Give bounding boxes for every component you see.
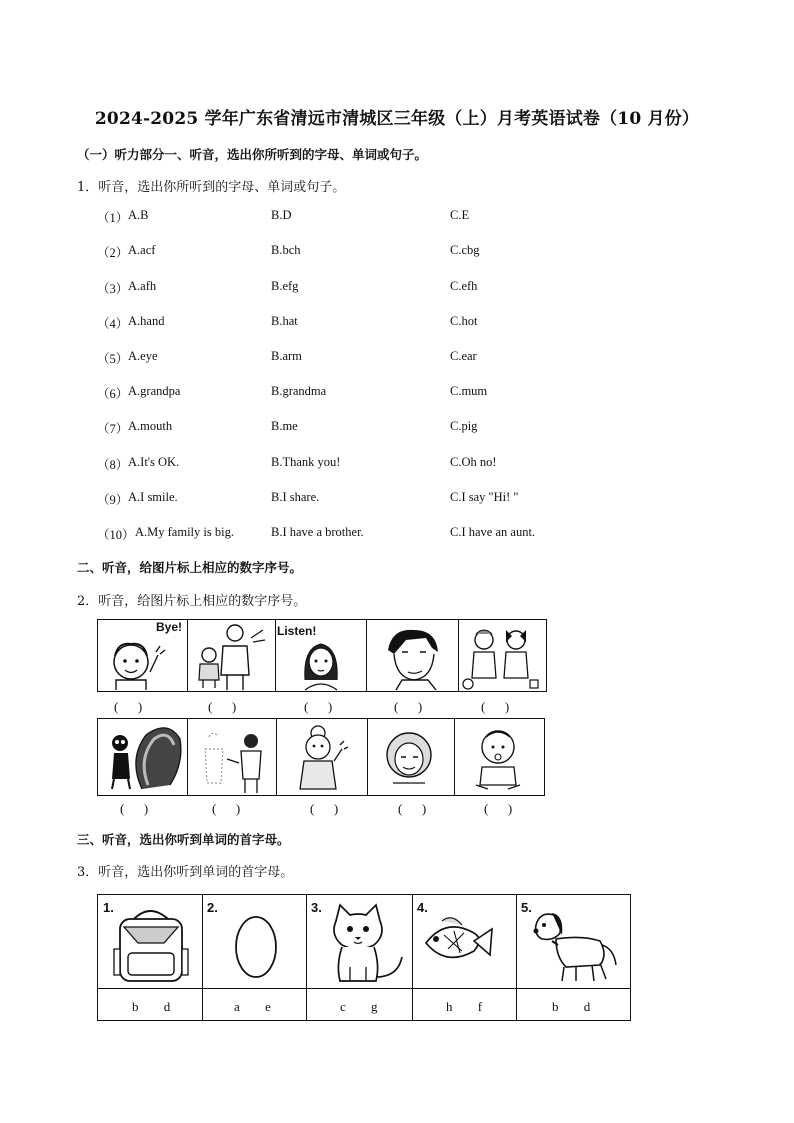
family-icon (187, 620, 275, 691)
picture-cell (187, 620, 276, 691)
option-a: A.My family is big. (135, 525, 234, 539)
option-b: B.I share. (271, 490, 320, 504)
answer-blank[interactable]: ( ) (120, 801, 149, 816)
option-b: B.I have a brother. (271, 525, 364, 539)
answer-blank[interactable]: ( ) (398, 801, 427, 816)
option-a: A.grandpa (128, 384, 181, 398)
backpack-icon (98, 895, 202, 988)
picture-cell (454, 719, 544, 795)
option-a: A.I smile. (128, 490, 178, 504)
option-row (97, 525, 697, 543)
picture-cell (98, 895, 203, 1020)
option-b: B.D (271, 208, 292, 222)
option-c: C.cbg (450, 243, 480, 257)
item-number: （6） (97, 387, 129, 401)
egg-icon (202, 895, 306, 988)
picture-cell (458, 620, 546, 691)
option-b: B.bch (271, 243, 301, 257)
answer-blank[interactable]: ( ) (484, 801, 513, 816)
picture-cell (275, 620, 367, 691)
option-row (97, 279, 697, 297)
letter-choice[interactable]: c (340, 999, 346, 1014)
answer-blank[interactable]: ( ) (212, 801, 241, 816)
letter-choice[interactable]: e (265, 999, 271, 1014)
section1-question: 1．听音，选出你所听到的字母、单词或句子。 (77, 180, 346, 195)
option-a: A.B (128, 208, 149, 222)
letter-options (132, 999, 170, 1015)
item-number: （7） (97, 422, 129, 436)
fish-icon (412, 895, 516, 988)
answer-blank[interactable]: ( ) (304, 699, 333, 714)
picture-cell (367, 719, 455, 795)
option-c: C.efh (450, 279, 478, 293)
picture-cell (516, 895, 630, 1020)
picture-cell (366, 620, 459, 691)
option-a: A.acf (128, 243, 156, 257)
picture-strip-2 (97, 718, 545, 796)
option-c: C.hot (450, 314, 478, 328)
option-a: A.eye (128, 349, 158, 363)
baby-icon (454, 719, 544, 795)
section2-question: 2．听音，给图片标上相应的数字序号。 (77, 594, 307, 609)
letter-choice[interactable]: b (552, 999, 559, 1014)
speech-bubble: Listen! (277, 624, 317, 638)
picture-number: 5. (521, 900, 532, 915)
grandma-waving-icon (276, 719, 367, 795)
option-row (97, 384, 697, 402)
letter-choice[interactable]: d (583, 999, 591, 1014)
speech-bubble: Bye! (156, 620, 183, 634)
option-b: B.arm (271, 349, 302, 363)
answer-blank[interactable]: ( ) (481, 699, 510, 714)
picture-cell (98, 719, 188, 795)
option-a: A.hand (128, 314, 165, 328)
picture-cell (98, 620, 188, 691)
section3-question: 3．听音，选出你听到单词的首字母。 (77, 865, 294, 880)
option-c: C.Oh no! (450, 455, 497, 469)
option-b: B.efg (271, 279, 299, 293)
option-row (97, 419, 697, 437)
option-c: C.ear (450, 349, 477, 363)
children-sharing-icon (458, 620, 546, 691)
boy-face-icon (366, 620, 458, 691)
item-number: （3） (97, 282, 129, 296)
letter-picture-table (97, 894, 631, 1021)
answer-blank[interactable]: ( ) (208, 699, 237, 714)
option-row (97, 314, 697, 332)
option-a: A.afh (128, 279, 157, 293)
picture-cell (276, 719, 368, 795)
answer-blank[interactable]: ( ) (114, 699, 143, 714)
skunk-icon (98, 719, 187, 795)
option-b: B.Thank you! (271, 455, 341, 469)
item-number: （5） (97, 352, 129, 366)
picture-cell (187, 719, 277, 795)
option-row (97, 455, 697, 473)
cat-icon (306, 895, 412, 988)
item-number: （4） (97, 317, 129, 331)
option-c: C.mum (450, 384, 488, 398)
option-b: B.grandma (271, 384, 327, 398)
option-c: C.E (450, 208, 470, 222)
picture-cell (412, 895, 517, 1020)
letter-options (340, 999, 378, 1015)
answer-blank[interactable]: ( ) (394, 699, 423, 714)
letter-options (552, 999, 590, 1015)
answer-blank[interactable]: ( ) (310, 801, 339, 816)
item-number: （2） (97, 246, 129, 260)
picture-cell (202, 895, 307, 1020)
option-c: C.pig (450, 419, 478, 433)
picture-number: 4. (417, 900, 428, 915)
item-number: （1） (97, 211, 129, 225)
option-row (97, 349, 697, 367)
letter-options (446, 999, 482, 1015)
section3-heading: 三、听音，选出你听到单词的首字母。 (77, 832, 290, 847)
option-row (97, 490, 697, 508)
option-a: A.It's OK. (128, 455, 180, 469)
letter-choice[interactable]: g (371, 999, 378, 1014)
dog-icon (516, 895, 630, 988)
picture-number: 3. (311, 900, 322, 915)
picture-cell (306, 895, 413, 1020)
section2-heading: 二、听音，给图片标上相应的数字序号。 (77, 560, 303, 575)
letter-choice[interactable]: d (163, 999, 171, 1014)
option-row (97, 208, 697, 226)
letter-choice[interactable]: a (234, 999, 240, 1014)
item-number: （10） (97, 528, 135, 542)
option-b: B.me (271, 419, 298, 433)
option-a: A.mouth (128, 419, 173, 433)
item-number: （8） (97, 458, 129, 472)
letter-choice[interactable]: f (477, 999, 483, 1014)
picture-number: 1. (103, 900, 114, 915)
two-people-icon (187, 719, 276, 795)
page-title: 2024-2025 学年广东省清远市清城区三年级（上）月考英语试卷（10 月份） (94, 109, 700, 129)
grandpa-face-icon (367, 719, 454, 795)
letter-choice[interactable]: h (446, 999, 453, 1014)
picture-strip-1 (97, 619, 547, 692)
section1-heading: （一）听力部分一、听音，选出你所听到的字母、单词或句子。 (77, 147, 428, 162)
letter-choice[interactable]: b (132, 999, 139, 1014)
picture-number: 2. (207, 900, 218, 915)
option-b: B.hat (271, 314, 298, 328)
option-c: C.I have an aunt. (450, 525, 536, 539)
option-row (97, 243, 697, 261)
item-number: （9） (97, 493, 129, 507)
option-c: C.I say "Hi! " (450, 490, 519, 504)
letter-options (234, 999, 271, 1015)
